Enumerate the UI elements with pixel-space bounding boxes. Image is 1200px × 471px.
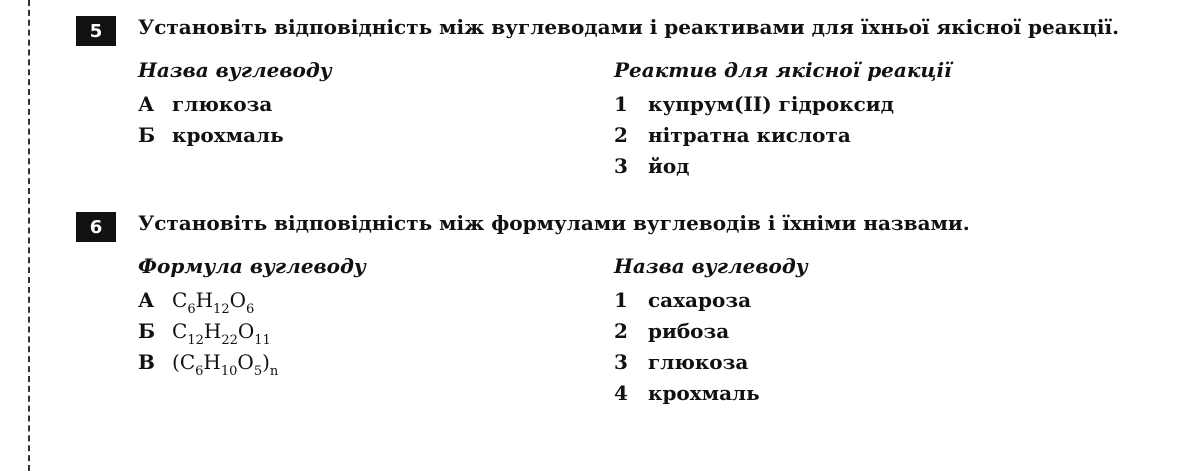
chemical-formula: $C_{12}H_{22}O_{11}$ (172, 319, 271, 348)
item-letter: А (138, 288, 155, 312)
item-text: нітратна кислота (648, 123, 851, 147)
list-item (138, 92, 332, 123)
list-item (138, 288, 366, 319)
left-column (138, 254, 366, 381)
item-text: йод (648, 154, 690, 178)
list-item (614, 288, 808, 319)
column-header: Реактив для якісної реакції (614, 58, 952, 82)
list-item (614, 381, 808, 412)
item-number: 3 (614, 154, 628, 178)
item-text: крохмаль (648, 381, 760, 405)
item-number: 4 (614, 381, 628, 405)
item-text: рибоза (648, 319, 730, 343)
column-header: Назва вуглеводу (138, 58, 332, 82)
right-column (614, 58, 952, 185)
left-column (138, 58, 332, 154)
list-item (138, 350, 366, 381)
item-number: 1 (614, 288, 628, 312)
right-column (614, 254, 808, 412)
item-number: 3 (614, 350, 628, 374)
list-item (614, 154, 952, 185)
task-question: Установіть відповідність між вуглеводами і реактивами для їхньої якісної реакції. (138, 15, 1120, 39)
item-letter: А (138, 92, 155, 116)
item-number: 2 (614, 319, 628, 343)
column-header: Назва вуглеводу (614, 254, 808, 278)
column-header: Формула вуглеводу (138, 254, 366, 278)
list-item (138, 123, 332, 154)
item-number: 1 (614, 92, 628, 116)
chemical-formula: $C_6H_{12}O_6$ (172, 288, 255, 317)
list-item (138, 319, 366, 350)
list-item (614, 92, 952, 123)
task-number-badge: 6 (76, 212, 116, 242)
task-number-badge: 5 (76, 16, 116, 46)
cut-line (28, 0, 30, 471)
item-letter: Б (138, 319, 156, 343)
item-letter: Б (138, 123, 156, 147)
list-item (614, 319, 808, 350)
list-item (614, 350, 808, 381)
task-question: Установіть відповідність між формулами вуглеводів і їхніми назвами. (138, 211, 970, 235)
item-text: глюкоза (172, 92, 273, 116)
item-number: 2 (614, 123, 628, 147)
chemical-formula: $(C_6H_{10}O_5)_n$ (172, 350, 279, 379)
list-item (614, 123, 952, 154)
item-text: купрум(II) гідроксид (648, 92, 894, 116)
item-text: сахароза (648, 288, 752, 312)
item-text: крохмаль (172, 123, 284, 147)
item-letter: В (138, 350, 155, 374)
item-text: глюкоза (648, 350, 749, 374)
